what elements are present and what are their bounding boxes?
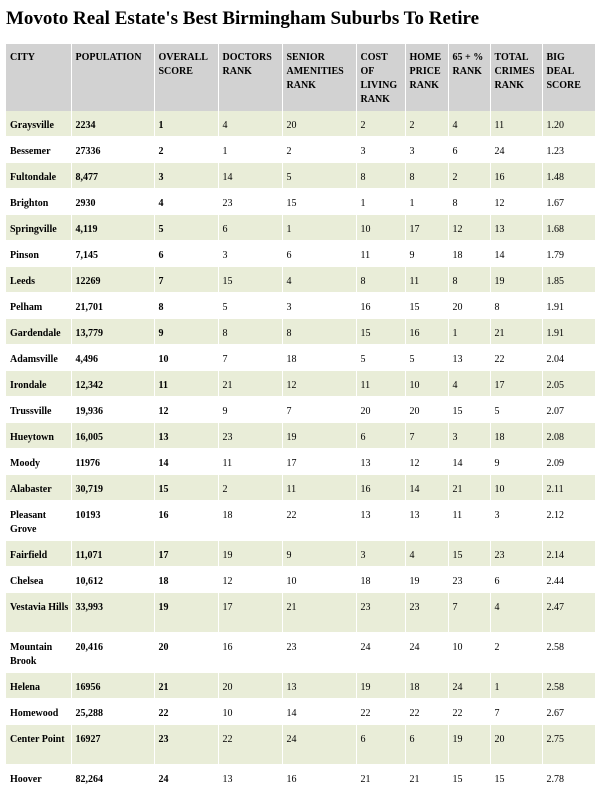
cell-home: 18 xyxy=(405,673,448,699)
cell-senior: 10 xyxy=(282,567,356,593)
cell-home: 6 xyxy=(405,725,448,765)
cell-overall: 23 xyxy=(154,725,218,765)
cell-bigdeal: 1.68 xyxy=(542,215,595,241)
cell-pop: 16956 xyxy=(71,673,154,699)
cell-senior65: 11 xyxy=(448,501,490,541)
cell-doctors: 13 xyxy=(218,765,282,791)
cell-senior: 12 xyxy=(282,371,356,397)
table-row xyxy=(6,593,595,633)
cell-home: 19 xyxy=(405,567,448,593)
cell-home: 5 xyxy=(405,345,448,371)
cell-senior65: 7 xyxy=(448,593,490,633)
cell-crimes: 15 xyxy=(490,765,542,791)
cell-pop: 82,264 xyxy=(71,765,154,791)
cell-home: 3 xyxy=(405,137,448,163)
cell-bigdeal: 1.23 xyxy=(542,137,595,163)
cell-senior: 22 xyxy=(282,501,356,541)
table-row xyxy=(6,475,595,501)
table-row xyxy=(6,371,595,397)
cell-overall: 7 xyxy=(154,267,218,293)
cell-doctors: 5 xyxy=(218,293,282,319)
cell-city: Chelsea xyxy=(6,567,71,593)
cell-overall: 8 xyxy=(154,293,218,319)
col-header-city: CITY xyxy=(6,44,71,111)
cell-pop: 11,071 xyxy=(71,541,154,567)
cell-pop: 33,993 xyxy=(71,593,154,633)
cell-crimes: 21 xyxy=(490,319,542,345)
cell-senior65: 2 xyxy=(448,163,490,189)
cell-home: 10 xyxy=(405,371,448,397)
cell-home: 20 xyxy=(405,397,448,423)
cell-bigdeal: 2.58 xyxy=(542,673,595,699)
cell-pop: 2930 xyxy=(71,189,154,215)
cell-city: Gardendale xyxy=(6,319,71,345)
cell-crimes: 9 xyxy=(490,449,542,475)
cell-senior65: 4 xyxy=(448,111,490,137)
table-row xyxy=(6,449,595,475)
cell-overall: 16 xyxy=(154,501,218,541)
table-row xyxy=(6,633,595,673)
cell-cost: 19 xyxy=(356,673,405,699)
cell-pop: 4,119 xyxy=(71,215,154,241)
col-header-cost-of-living-rank: COST OF LIVING RANK xyxy=(356,44,405,111)
cell-senior: 2 xyxy=(282,137,356,163)
cell-cost: 8 xyxy=(356,163,405,189)
cell-cost: 20 xyxy=(356,397,405,423)
cell-city: Pelham xyxy=(6,293,71,319)
cell-doctors: 11 xyxy=(218,449,282,475)
cell-doctors: 2 xyxy=(218,475,282,501)
cell-senior65: 12 xyxy=(448,215,490,241)
table-row xyxy=(6,215,595,241)
cell-overall: 1 xyxy=(154,111,218,137)
cell-home: 15 xyxy=(405,293,448,319)
cell-pop: 12269 xyxy=(71,267,154,293)
cell-cost: 16 xyxy=(356,293,405,319)
cell-overall: 13 xyxy=(154,423,218,449)
header-row xyxy=(6,44,595,111)
table-row xyxy=(6,137,595,163)
table-row xyxy=(6,241,595,267)
cell-city: Pleasant Grove xyxy=(6,501,71,541)
cell-crimes: 5 xyxy=(490,397,542,423)
cell-home: 16 xyxy=(405,319,448,345)
cell-senior65: 1 xyxy=(448,319,490,345)
cell-overall: 24 xyxy=(154,765,218,791)
cell-city: Irondale xyxy=(6,371,71,397)
cell-doctors: 1 xyxy=(218,137,282,163)
cell-home: 11 xyxy=(405,267,448,293)
cell-pop: 21,701 xyxy=(71,293,154,319)
cell-pop: 8,477 xyxy=(71,163,154,189)
table-row xyxy=(6,567,595,593)
cell-cost: 11 xyxy=(356,241,405,267)
cell-senior65: 8 xyxy=(448,189,490,215)
cell-overall: 14 xyxy=(154,449,218,475)
cell-cost: 8 xyxy=(356,267,405,293)
cell-home: 7 xyxy=(405,423,448,449)
cell-doctors: 9 xyxy=(218,397,282,423)
cell-bigdeal: 2.12 xyxy=(542,501,595,541)
cell-cost: 18 xyxy=(356,567,405,593)
cell-bigdeal: 2.09 xyxy=(542,449,595,475)
cell-cost: 6 xyxy=(356,423,405,449)
cell-doctors: 15 xyxy=(218,267,282,293)
cell-overall: 3 xyxy=(154,163,218,189)
cell-crimes: 3 xyxy=(490,501,542,541)
cell-doctors: 3 xyxy=(218,241,282,267)
cell-city: Vestavia Hills xyxy=(6,593,71,633)
cell-cost: 24 xyxy=(356,633,405,673)
cell-bigdeal: 2.47 xyxy=(542,593,595,633)
cell-senior65: 21 xyxy=(448,475,490,501)
cell-cost: 10 xyxy=(356,215,405,241)
cell-crimes: 4 xyxy=(490,593,542,633)
cell-home: 1 xyxy=(405,189,448,215)
cell-overall: 15 xyxy=(154,475,218,501)
cell-doctors: 19 xyxy=(218,541,282,567)
cell-bigdeal: 2.07 xyxy=(542,397,595,423)
cell-senior65: 20 xyxy=(448,293,490,319)
cell-bigdeal: 2.44 xyxy=(542,567,595,593)
cell-home: 4 xyxy=(405,541,448,567)
cell-bigdeal: 1.85 xyxy=(542,267,595,293)
cell-senior65: 14 xyxy=(448,449,490,475)
cell-crimes: 6 xyxy=(490,567,542,593)
cell-bigdeal: 2.04 xyxy=(542,345,595,371)
cell-overall: 11 xyxy=(154,371,218,397)
table-row xyxy=(6,725,595,765)
cell-city: Brighton xyxy=(6,189,71,215)
cell-doctors: 18 xyxy=(218,501,282,541)
cell-senior65: 23 xyxy=(448,567,490,593)
cell-doctors: 23 xyxy=(218,189,282,215)
table-row xyxy=(6,189,595,215)
cell-pop: 13,779 xyxy=(71,319,154,345)
cell-home: 2 xyxy=(405,111,448,137)
cell-overall: 6 xyxy=(154,241,218,267)
cell-city: Springville xyxy=(6,215,71,241)
cell-senior: 14 xyxy=(282,699,356,725)
cell-pop: 7,145 xyxy=(71,241,154,267)
cell-senior65: 15 xyxy=(448,541,490,567)
cell-pop: 25,288 xyxy=(71,699,154,725)
cell-bigdeal: 1.48 xyxy=(542,163,595,189)
cell-doctors: 21 xyxy=(218,371,282,397)
cell-home: 13 xyxy=(405,501,448,541)
cell-cost: 3 xyxy=(356,541,405,567)
cell-cost: 21 xyxy=(356,765,405,791)
cell-doctors: 8 xyxy=(218,319,282,345)
cell-cost: 11 xyxy=(356,371,405,397)
suburbs-table xyxy=(6,44,596,791)
cell-bigdeal: 2.58 xyxy=(542,633,595,673)
cell-senior: 3 xyxy=(282,293,356,319)
cell-senior: 20 xyxy=(282,111,356,137)
cell-senior: 24 xyxy=(282,725,356,765)
cell-overall: 4 xyxy=(154,189,218,215)
cell-pop: 20,416 xyxy=(71,633,154,673)
cell-bigdeal: 2.78 xyxy=(542,765,595,791)
cell-crimes: 16 xyxy=(490,163,542,189)
cell-crimes: 14 xyxy=(490,241,542,267)
cell-city: Helena xyxy=(6,673,71,699)
cell-city: Alabaster xyxy=(6,475,71,501)
table-row xyxy=(6,111,595,137)
cell-cost: 6 xyxy=(356,725,405,765)
cell-crimes: 17 xyxy=(490,371,542,397)
cell-senior: 11 xyxy=(282,475,356,501)
cell-doctors: 10 xyxy=(218,699,282,725)
cell-city: Mountain Brook xyxy=(6,633,71,673)
cell-city: Adamsville xyxy=(6,345,71,371)
cell-city: Trussville xyxy=(6,397,71,423)
table-row xyxy=(6,267,595,293)
cell-doctors: 7 xyxy=(218,345,282,371)
cell-bigdeal: 1.79 xyxy=(542,241,595,267)
cell-senior: 21 xyxy=(282,593,356,633)
cell-pop: 16,005 xyxy=(71,423,154,449)
cell-crimes: 13 xyxy=(490,215,542,241)
cell-senior: 13 xyxy=(282,673,356,699)
cell-city: Center Point xyxy=(6,725,71,765)
cell-senior65: 3 xyxy=(448,423,490,449)
cell-bigdeal: 2.75 xyxy=(542,725,595,765)
cell-doctors: 17 xyxy=(218,593,282,633)
cell-city: Leeds xyxy=(6,267,71,293)
col-header-population: POPULATION xyxy=(71,44,154,111)
col-header-big-deal-score: BIG DEAL SCORE xyxy=(542,44,595,111)
table-row xyxy=(6,319,595,345)
cell-doctors: 14 xyxy=(218,163,282,189)
cell-city: Hoover xyxy=(6,765,71,791)
cell-pop: 30,719 xyxy=(71,475,154,501)
cell-senior: 1 xyxy=(282,215,356,241)
cell-senior: 23 xyxy=(282,633,356,673)
cell-city: Pinson xyxy=(6,241,71,267)
cell-senior: 19 xyxy=(282,423,356,449)
cell-senior: 8 xyxy=(282,319,356,345)
cell-crimes: 20 xyxy=(490,725,542,765)
cell-cost: 23 xyxy=(356,593,405,633)
cell-senior: 9 xyxy=(282,541,356,567)
cell-crimes: 7 xyxy=(490,699,542,725)
cell-overall: 21 xyxy=(154,673,218,699)
cell-doctors: 16 xyxy=(218,633,282,673)
table-row xyxy=(6,345,595,371)
col-header-65-plus-rank: 65 + % RANK xyxy=(448,44,490,111)
table-row xyxy=(6,673,595,699)
table-row xyxy=(6,397,595,423)
cell-crimes: 8 xyxy=(490,293,542,319)
cell-city: Graysville xyxy=(6,111,71,137)
cell-city: Fultondale xyxy=(6,163,71,189)
cell-overall: 2 xyxy=(154,137,218,163)
cell-senior65: 10 xyxy=(448,633,490,673)
cell-home: 24 xyxy=(405,633,448,673)
table-row xyxy=(6,423,595,449)
cell-senior65: 24 xyxy=(448,673,490,699)
table-row xyxy=(6,765,595,791)
col-header-home-price-rank: HOME PRICE RANK xyxy=(405,44,448,111)
cell-overall: 12 xyxy=(154,397,218,423)
cell-bigdeal: 2.08 xyxy=(542,423,595,449)
cell-crimes: 19 xyxy=(490,267,542,293)
cell-bigdeal: 1.91 xyxy=(542,293,595,319)
cell-cost: 22 xyxy=(356,699,405,725)
cell-pop: 4,496 xyxy=(71,345,154,371)
cell-home: 22 xyxy=(405,699,448,725)
cell-home: 9 xyxy=(405,241,448,267)
cell-crimes: 18 xyxy=(490,423,542,449)
cell-senior65: 22 xyxy=(448,699,490,725)
col-header-total-crimes-rank: TOTAL CRIMES RANK xyxy=(490,44,542,111)
cell-cost: 3 xyxy=(356,137,405,163)
cell-cost: 13 xyxy=(356,449,405,475)
cell-overall: 5 xyxy=(154,215,218,241)
cell-cost: 2 xyxy=(356,111,405,137)
cell-pop: 12,342 xyxy=(71,371,154,397)
cell-bigdeal: 2.14 xyxy=(542,541,595,567)
cell-bigdeal: 1.67 xyxy=(542,189,595,215)
cell-doctors: 22 xyxy=(218,725,282,765)
cell-crimes: 24 xyxy=(490,137,542,163)
table-body xyxy=(6,111,595,791)
cell-crimes: 23 xyxy=(490,541,542,567)
cell-crimes: 12 xyxy=(490,189,542,215)
cell-pop: 11976 xyxy=(71,449,154,475)
cell-city: Fairfield xyxy=(6,541,71,567)
cell-home: 17 xyxy=(405,215,448,241)
cell-bigdeal: 1.91 xyxy=(542,319,595,345)
cell-pop: 16927 xyxy=(71,725,154,765)
cell-doctors: 20 xyxy=(218,673,282,699)
cell-cost: 15 xyxy=(356,319,405,345)
cell-overall: 19 xyxy=(154,593,218,633)
cell-senior65: 19 xyxy=(448,725,490,765)
table-row xyxy=(6,163,595,189)
cell-doctors: 4 xyxy=(218,111,282,137)
cell-doctors: 23 xyxy=(218,423,282,449)
cell-cost: 1 xyxy=(356,189,405,215)
cell-senior: 4 xyxy=(282,267,356,293)
cell-senior: 17 xyxy=(282,449,356,475)
cell-pop: 27336 xyxy=(71,137,154,163)
cell-doctors: 6 xyxy=(218,215,282,241)
col-header-overall-score: OVERALL SCORE xyxy=(154,44,218,111)
cell-overall: 22 xyxy=(154,699,218,725)
cell-doctors: 12 xyxy=(218,567,282,593)
cell-cost: 13 xyxy=(356,501,405,541)
cell-senior: 5 xyxy=(282,163,356,189)
cell-crimes: 2 xyxy=(490,633,542,673)
cell-senior65: 15 xyxy=(448,397,490,423)
table-row xyxy=(6,293,595,319)
cell-bigdeal: 2.11 xyxy=(542,475,595,501)
cell-overall: 18 xyxy=(154,567,218,593)
col-header-doctors-rank: DOCTORS RANK xyxy=(218,44,282,111)
table-row xyxy=(6,699,595,725)
cell-senior: 16 xyxy=(282,765,356,791)
cell-pop: 2234 xyxy=(71,111,154,137)
cell-home: 12 xyxy=(405,449,448,475)
cell-senior: 6 xyxy=(282,241,356,267)
cell-senior65: 18 xyxy=(448,241,490,267)
cell-bigdeal: 2.67 xyxy=(542,699,595,725)
cell-overall: 17 xyxy=(154,541,218,567)
cell-crimes: 10 xyxy=(490,475,542,501)
cell-senior65: 8 xyxy=(448,267,490,293)
cell-city: Bessemer xyxy=(6,137,71,163)
cell-city: Hueytown xyxy=(6,423,71,449)
cell-senior65: 6 xyxy=(448,137,490,163)
cell-senior65: 4 xyxy=(448,371,490,397)
cell-pop: 10,612 xyxy=(71,567,154,593)
cell-city: Moody xyxy=(6,449,71,475)
cell-home: 21 xyxy=(405,765,448,791)
col-header-senior-amenities-rank: SENIOR AMENITIES RANK xyxy=(282,44,356,111)
cell-home: 8 xyxy=(405,163,448,189)
cell-bigdeal: 2.05 xyxy=(542,371,595,397)
cell-overall: 20 xyxy=(154,633,218,673)
cell-crimes: 11 xyxy=(490,111,542,137)
cell-bigdeal: 1.20 xyxy=(542,111,595,137)
cell-senior65: 13 xyxy=(448,345,490,371)
page-title: Movoto Real Estate's Best Birmingham Suburbs To Retire xyxy=(6,8,480,29)
cell-crimes: 1 xyxy=(490,673,542,699)
cell-pop: 19,936 xyxy=(71,397,154,423)
cell-senior65: 15 xyxy=(448,765,490,791)
cell-city: Homewood xyxy=(6,699,71,725)
cell-senior: 18 xyxy=(282,345,356,371)
cell-home: 23 xyxy=(405,593,448,633)
cell-home: 14 xyxy=(405,475,448,501)
cell-crimes: 22 xyxy=(490,345,542,371)
cell-senior: 15 xyxy=(282,189,356,215)
cell-overall: 9 xyxy=(154,319,218,345)
cell-cost: 16 xyxy=(356,475,405,501)
cell-overall: 10 xyxy=(154,345,218,371)
table-row xyxy=(6,541,595,567)
cell-pop: 10193 xyxy=(71,501,154,541)
cell-cost: 5 xyxy=(356,345,405,371)
cell-senior: 7 xyxy=(282,397,356,423)
table-row xyxy=(6,501,595,541)
